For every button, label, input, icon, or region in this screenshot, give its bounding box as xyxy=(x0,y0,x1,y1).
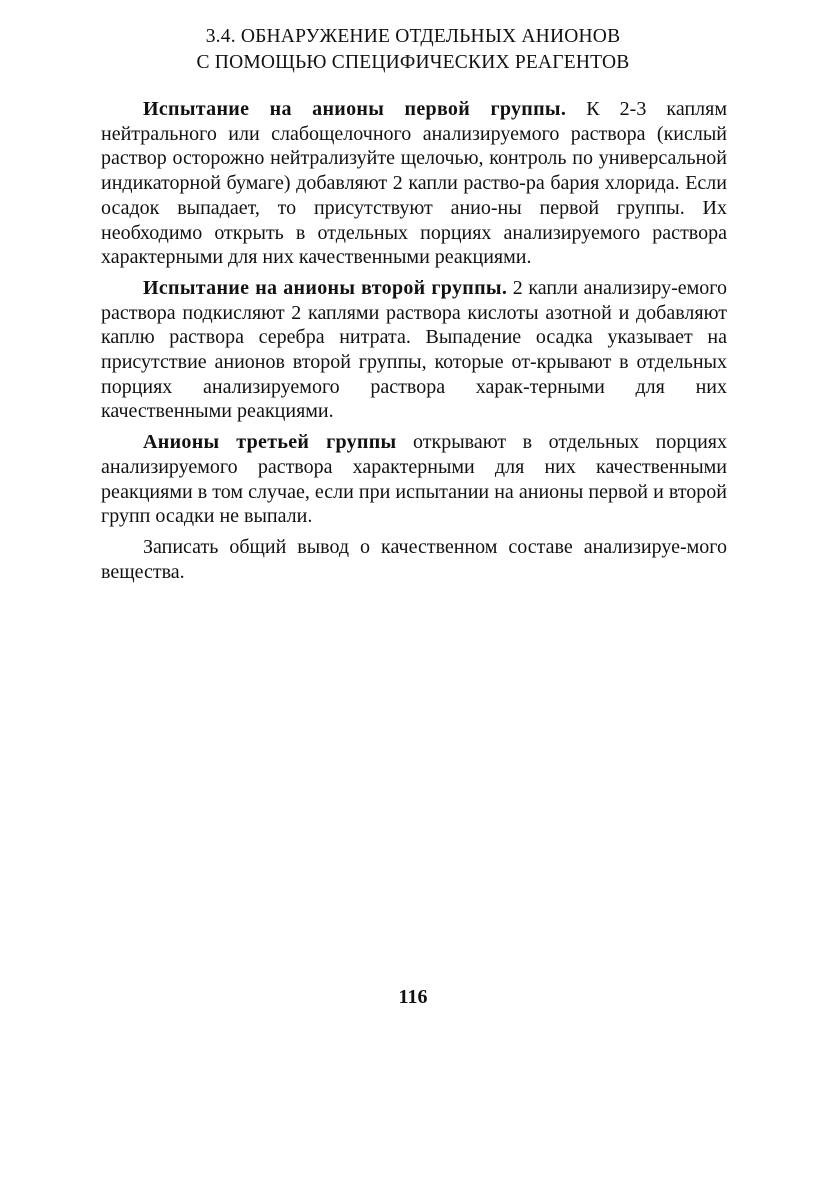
paragraph-text: открывают в отдельных порциях анализируемого раствора характерными для них качественными реакциями в том случае, если при испытании на анионы первой и второй групп осадки не выпали. xyxy=(101,431,727,528)
section-heading-line-2: С ПОМОЩЬЮ СПЕЦИФИЧЕСКИХ РЕАГЕНТОВ xyxy=(196,52,630,73)
paragraph-lead: Испытание на анионы первой группы. xyxy=(143,98,567,120)
page-number: 116 xyxy=(398,986,428,1008)
section-heading xyxy=(0,24,826,76)
paragraph-second-group xyxy=(101,276,727,424)
paragraph-third-group xyxy=(101,430,727,529)
section-body xyxy=(101,97,727,590)
section-heading-line-1: 3.4. ОБНАРУЖЕНИЕ ОТДЕЛЬНЫХ АНИОНОВ xyxy=(205,26,621,47)
paragraph-lead: Испытание на анионы второй группы. xyxy=(143,276,508,299)
paragraph-lead: Анионы третьей группы xyxy=(143,431,397,454)
paragraph-text: Записать общий вывод о качественном составе анализируе-мого вещества. xyxy=(101,535,727,583)
paragraph-text: 2 капли анализиру-емого раствора подкисляют 2 каплями раствора кислоты азотной и добавляют каплю раствора серебра нитрата. Выпадение осадка указывает на присутствие анионов второй группы, которые от-крывают в отдельных порциях анализируемого раствора харак-терными для них качественными реакциями. xyxy=(101,276,727,423)
paragraph-text: К 2-3 каплям нейтрального или слабощелочного анализируемого раствора (кислый раствор осторожно нейтрализуйте щелочью, контроль по универсальной индикаторной бумаге) добавляют 2 капли раство-ра бария хлорида. Если осадок выпадает, то присутствуют анио-ны первой группы. Их необходимо открыть в отдельных порциях анализируемого раствора характерными для них качественными реакциями. xyxy=(101,98,727,269)
paragraph-conclusion xyxy=(101,535,727,584)
paragraph-first-group xyxy=(101,97,727,270)
